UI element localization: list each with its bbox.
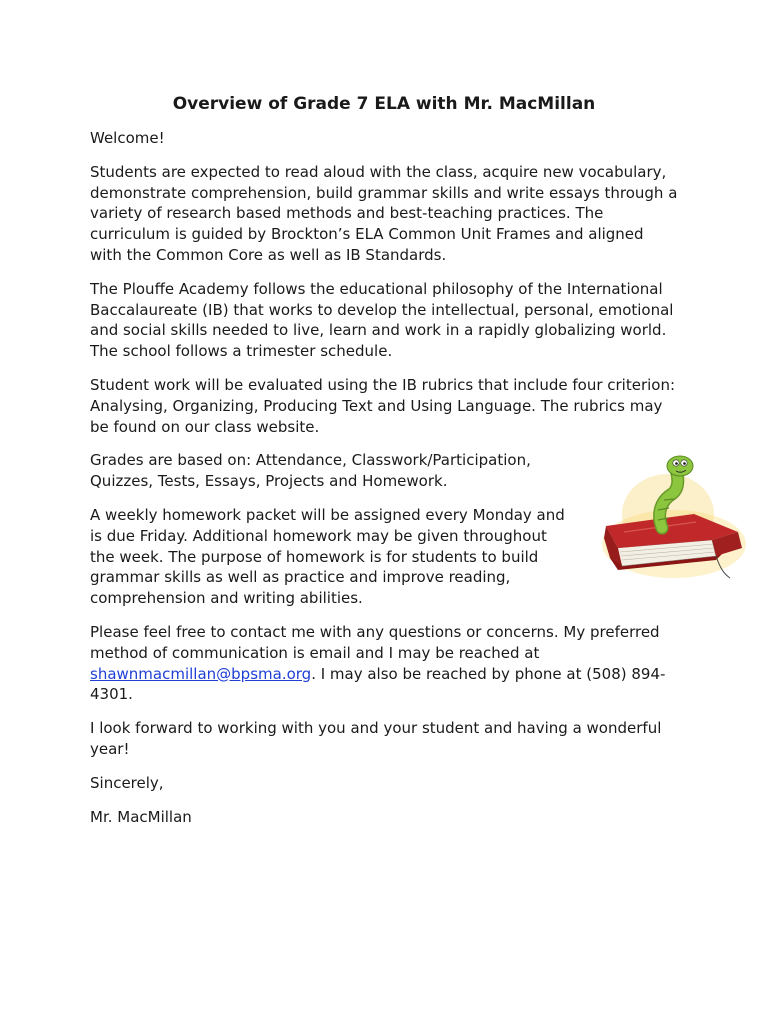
paragraph-expectations: Students are expected to read aloud with the class, acquire new vocabulary, demonstrate comprehension, build grammar skills and write essays through a variety of research based methods and best-teaching practices. The curriculum is guided by Brockton’s ELA Common Unit Frames and aligned with the Common Core as well as IB Standards. [90, 162, 678, 264]
email-link[interactable]: shawnmacmillan@bpsma.org [90, 664, 312, 683]
document-title: Overview of Grade 7 ELA with Mr. MacMillan [172, 94, 596, 114]
contact-phone: . I may also be reached by phone at (508) 894-4301. [90, 664, 666, 704]
bookworm-on-book-icon [598, 448, 746, 580]
signoff: Sincerely, [90, 773, 164, 792]
paragraph-homework: A weekly homework packet will be assigned every Monday and is due Friday. Additional homework may be given throughout the week. The purpose of homework is for students to build grammar skills as well as practice and improve reading, comprehension and writing abilities. [90, 505, 565, 608]
greeting: Welcome! [90, 129, 165, 147]
signature: Mr. MacMillan [90, 807, 192, 826]
closing-line: I look forward to working with you and your student and having a wonderful year! [90, 719, 662, 758]
paragraph-rubrics: Student work will be evaluated using the IB rubrics that include four criterion: Analysing, Organizing, Producing Text and Using Language. The rubrics may be found on our class website. [90, 375, 676, 436]
document-body [90, 128, 680, 840]
paragraph-philosophy: The Plouffe Academy follows the educational philosophy of the International Baccalaureate (IB) that works to develop the intellectual, personal, emotional and social skills needed to live, learn and work in a rapidly globalizing world. The school follows a trimester schedule. [90, 279, 674, 361]
paragraph-contact [90, 622, 680, 705]
contact-intro: Please feel free to contact me with any questions or concerns. My preferred method of communication is email and I may be reached at [90, 622, 660, 662]
paragraph-grades: Grades are based on: Attendance, Classwork/Participation, Quizzes, Tests, Essays, Projects and Homework. [90, 451, 531, 491]
